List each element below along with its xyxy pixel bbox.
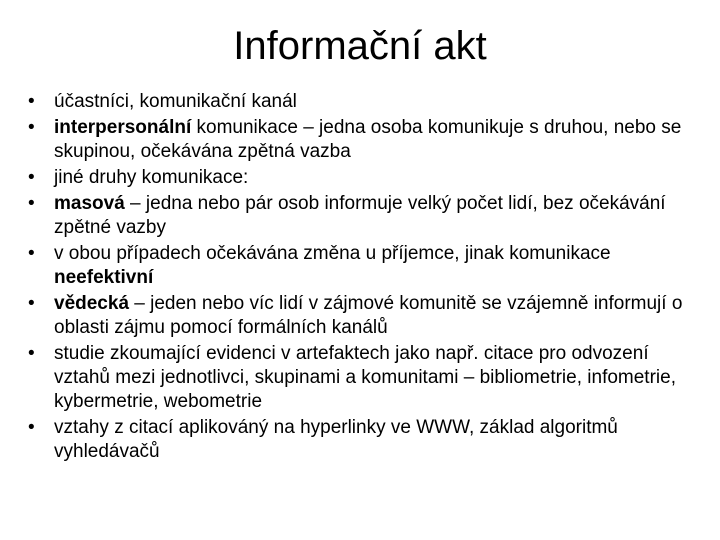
bullet-item [28, 416, 700, 464]
bullet-item [28, 242, 700, 290]
bullet-text: v obou případech očekávána změna u příjemce, jinak komunikace [54, 243, 611, 264]
bullet-text: jiné druhy komunikace: [54, 167, 249, 188]
bullet-dot-icon: • [28, 193, 35, 214]
bullet-dot-icon: • [28, 167, 35, 188]
bullet-text: studie zkoumající evidenci v artefaktech jako např. citace pro odvození vztahů mezi jednotlivci, skupinami a komunitami – bibliometrie, infometrie, kybermetrie, webometrie [54, 343, 676, 412]
bullet-bold-term: interpersonální [54, 117, 192, 138]
bullet-item [28, 192, 700, 240]
bullet-item [28, 342, 700, 414]
bullet-bold-term: masová [54, 193, 125, 214]
bullet-text: – jedna nebo pár osob informuje velký počet lidí, bez očekávání zpětné vazby [54, 193, 666, 238]
bullet-dot-icon: • [28, 343, 35, 364]
bullet-item [28, 292, 700, 340]
bullet-bold-term: vědecká [54, 293, 130, 314]
slide-title: Informační akt [233, 24, 487, 68]
bullet-bold-term: neefektivní [54, 267, 154, 288]
bullet-dot-icon: • [28, 91, 35, 112]
bullet-dot-icon: • [28, 243, 35, 264]
bullet-item [28, 166, 700, 190]
bullet-item [28, 116, 700, 164]
bullet-text: – jeden nebo víc lidí v zájmové komunitě se vzájemně informují o oblasti zájmu pomocí formálních kanálů [54, 293, 683, 338]
bullet-dot-icon: • [28, 417, 35, 438]
bullet-text: komunikace – jedna osoba komunikuje s druhou, nebo se skupinou, očekávána zpětná vazba [54, 117, 682, 162]
bullet-dot-icon: • [28, 293, 35, 314]
bullet-item [28, 90, 700, 114]
bullet-text: vztahy z citací aplikováný na hyperlinky ve WWW, základ algoritmů vyhledávačů [54, 417, 618, 462]
bullet-list [28, 90, 700, 466]
bullet-text: účastníci, komunikační kanál [54, 91, 297, 112]
bullet-dot-icon: • [28, 117, 35, 138]
